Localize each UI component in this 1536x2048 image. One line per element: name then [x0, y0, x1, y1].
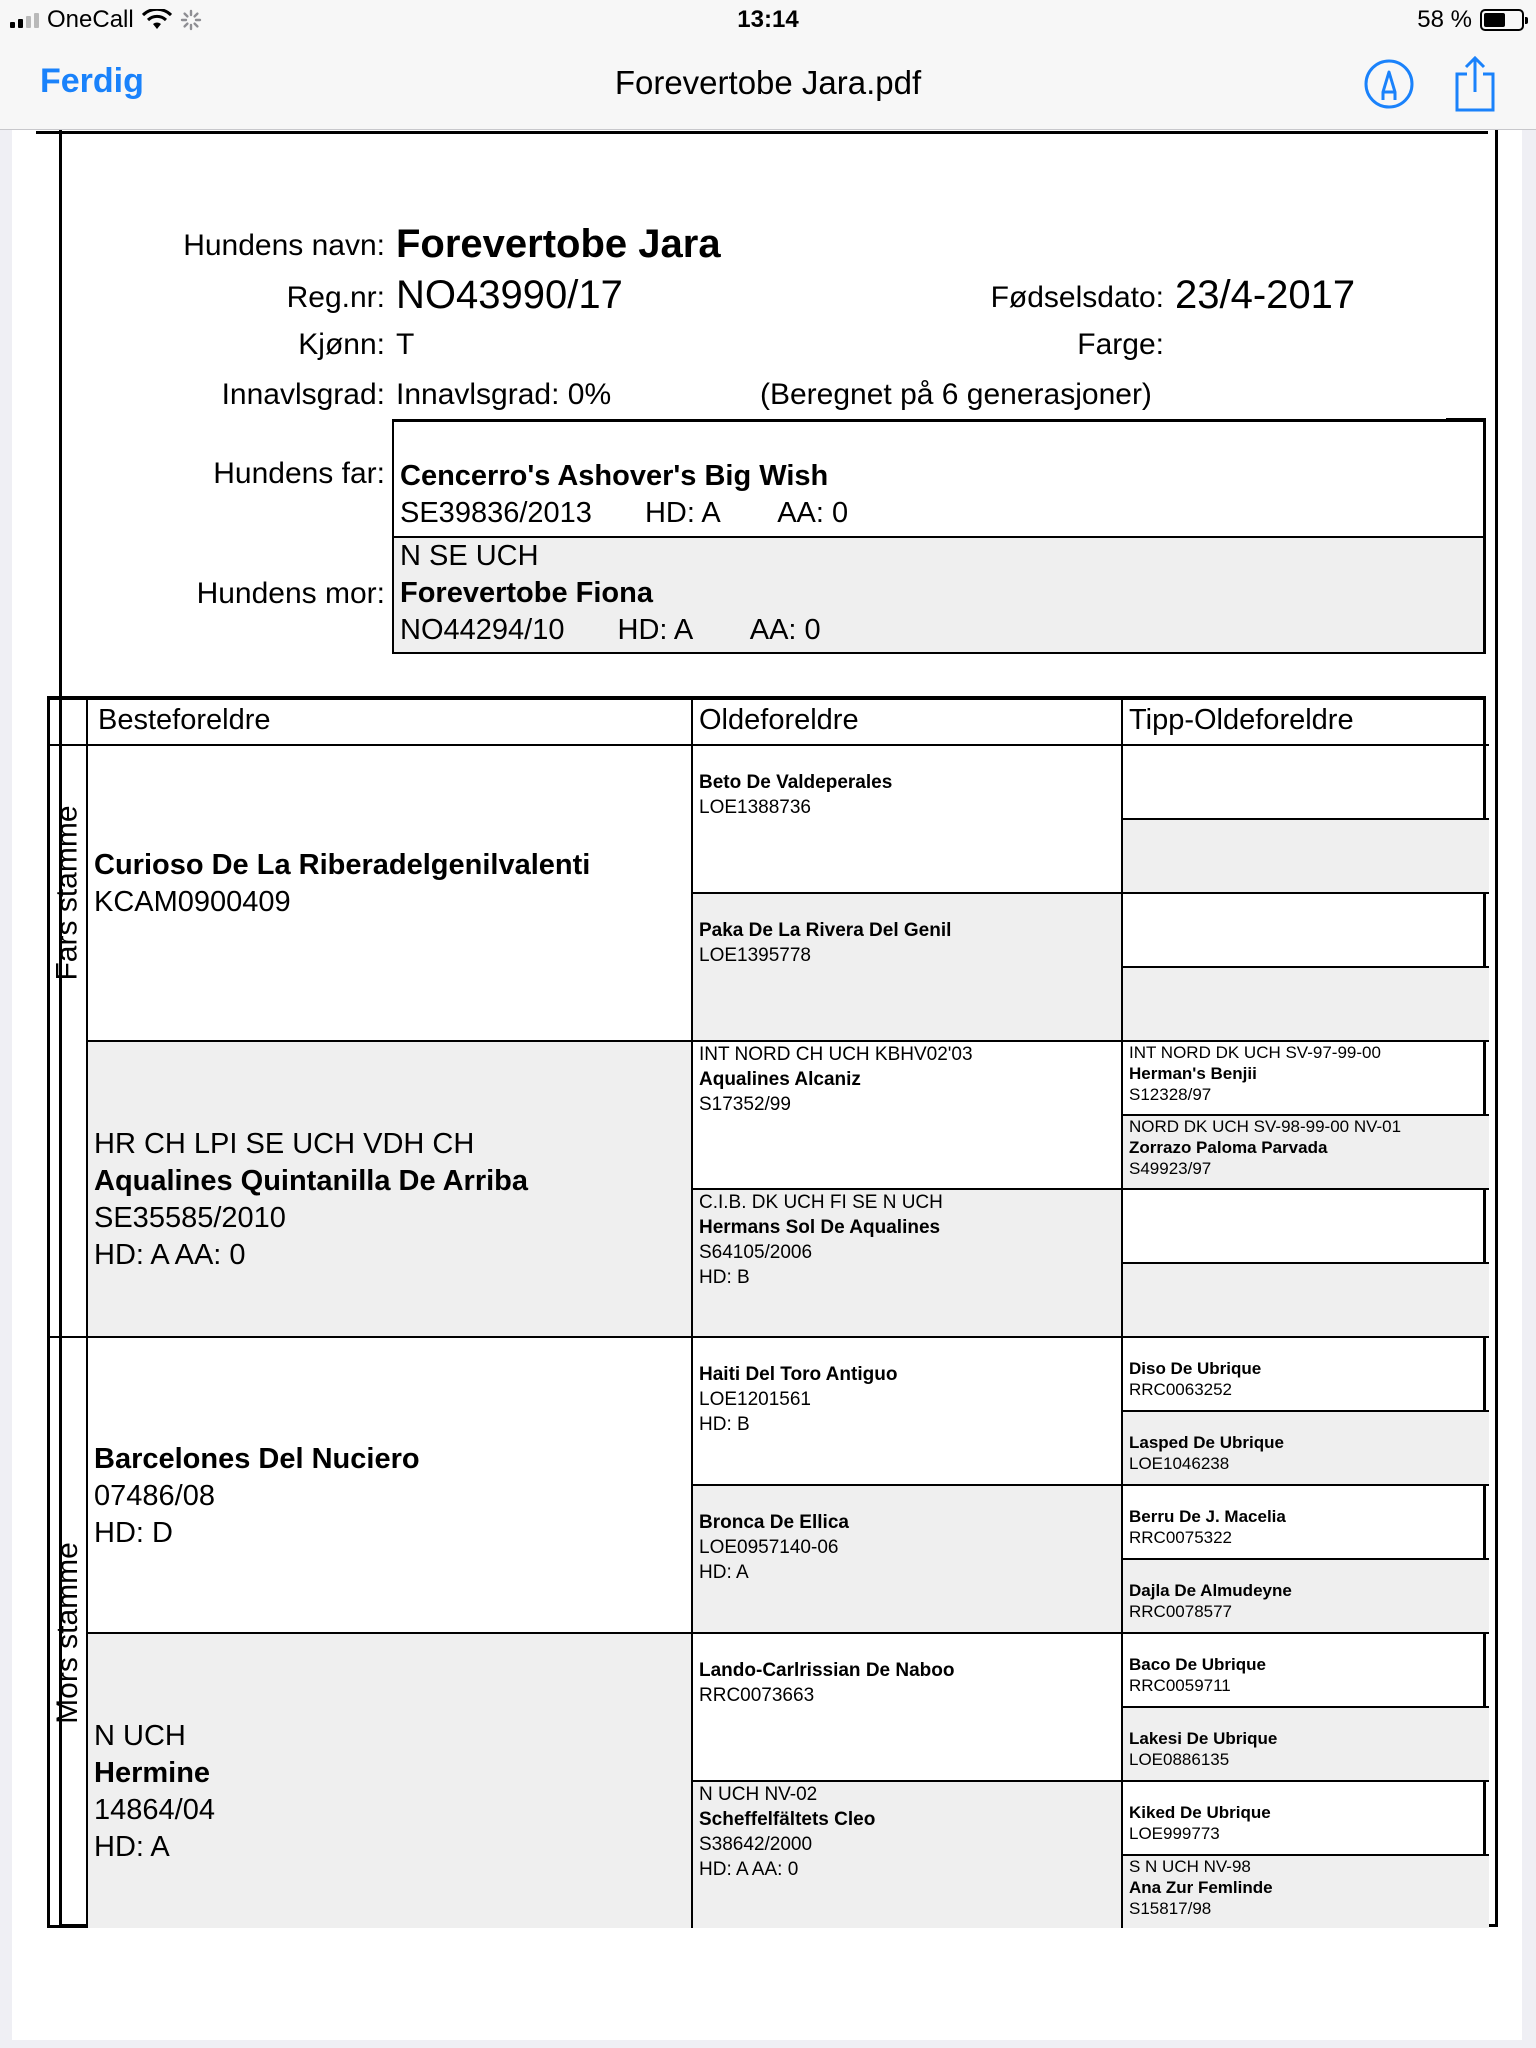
dog-info-line: N UCH [94, 1720, 186, 1752]
dog-name-line: Diso De Ubrique [1129, 1359, 1262, 1378]
father-reg-line [400, 495, 1483, 532]
dog-info-line: HD: A [94, 1831, 170, 1863]
dog-info-line: C.I.B. DK UCH FI SE N UCH [699, 1192, 943, 1213]
great-great-grandparent-cell[interactable] [1121, 1336, 1489, 1410]
great-grandparent-lines [699, 1782, 875, 1882]
great-great-grandparent-lines [1129, 1580, 1292, 1622]
great-grandparent-cell[interactable] [691, 744, 1121, 892]
grandparent-lines [94, 847, 590, 921]
dog-info-line: S38642/2000 [699, 1834, 813, 1855]
grandparent-cell[interactable] [86, 744, 691, 1040]
reg-number: NO43990/17 [396, 273, 623, 317]
mother-title: N SE UCH [400, 540, 539, 572]
side-fars-stamme-lower [50, 1040, 86, 1336]
great-great-grandparent-lines [1129, 1506, 1286, 1548]
sex-value: T [396, 328, 415, 361]
dog-name-line: Kiked De Ubrique [1129, 1803, 1271, 1822]
dog-info-line: RRC0063252 [1129, 1380, 1233, 1399]
inbreeding-label: Innavlsgrad: [221, 378, 385, 411]
great-great-grandparent-cell[interactable] [1121, 744, 1489, 818]
father-aa: AA: 0 [777, 497, 849, 529]
dog-info-line: HD: B [699, 1414, 750, 1435]
dog-name-line: Haiti Del Toro Antiguo [699, 1364, 898, 1385]
pedigree-table [47, 697, 1486, 1928]
grandparent-lines [94, 1126, 528, 1274]
great-grandparent-lines [699, 1658, 955, 1708]
parents-box [392, 419, 1486, 654]
dog-info-line: S N UCH NV-98 [1129, 1857, 1251, 1876]
dog-info-line: KCAM0900409 [94, 886, 291, 918]
father-name: Cencerro's Ashover's Big Wish [400, 460, 829, 492]
mother-cell[interactable] [394, 536, 1483, 654]
dog-name-line: Ana Zur Femlinde [1129, 1878, 1273, 1897]
dog-name-line: Aqualines Alcaniz [699, 1069, 861, 1090]
dog-name-line: Zorrazo Paloma Parvada [1129, 1138, 1328, 1157]
great-great-grandparent-lines [1129, 1802, 1271, 1844]
dog-info-line: S15817/98 [1129, 1899, 1212, 1918]
great-great-grandparent-cell[interactable] [1121, 1410, 1489, 1484]
dog-info-line: 14864/04 [94, 1794, 215, 1826]
dog-name-line: Baco De Ubrique [1129, 1655, 1266, 1674]
great-grandparent-cell[interactable] [691, 1336, 1121, 1484]
header-great-great-grandparents: Tipp-Oldeforeldre [1121, 700, 1489, 744]
dog-info-line: S49923/97 [1129, 1159, 1212, 1178]
great-great-grandparent-lines [1129, 1042, 1381, 1105]
header-side-divider [86, 700, 88, 744]
great-great-grandparent-cell[interactable] [1121, 892, 1489, 966]
great-great-grandparent-cell[interactable] [1121, 1040, 1489, 1114]
great-great-grandparent-cell[interactable] [1121, 1558, 1489, 1632]
side-mors-stamme-label: Mors stamme [51, 1542, 84, 1724]
dog-info-line: S12328/97 [1129, 1085, 1212, 1104]
dog-info-line: LOE1201561 [699, 1389, 811, 1410]
dog-info-line: HD: A AA: 0 [94, 1239, 246, 1271]
dog-name-line: Lasped De Ubrique [1129, 1433, 1284, 1452]
header-grandparents: Besteforeldre [98, 704, 271, 736]
great-great-grandparent-cell[interactable] [1121, 1780, 1489, 1854]
dog-info-line: NORD DK UCH SV-98-99-00 NV-01 [1129, 1117, 1402, 1136]
mother-hd: HD: A [617, 614, 692, 646]
father-hd: HD: A [644, 497, 720, 529]
great-grandparent-cell[interactable] [691, 1632, 1121, 1780]
dog-name-line: Scheffelfältets Cleo [699, 1809, 876, 1830]
great-grandparent-lines [699, 918, 951, 968]
dog-info-line: INT NORD DK UCH SV-97-99-00 [1129, 1043, 1381, 1062]
carrier-name: OneCall [47, 6, 134, 33]
color-label: Farge: [1077, 328, 1164, 361]
mother-reg: NO44294/10 [400, 614, 565, 646]
great-grandparent-lines [699, 1362, 897, 1437]
dog-info-line: RRC0073663 [699, 1685, 815, 1706]
dog-info-line: LOE0957140-06 [699, 1537, 839, 1558]
grandparent-lines [94, 1718, 215, 1866]
great-great-grandparent-lines [1129, 1358, 1261, 1400]
dog-info-line: LOE0886135 [1129, 1750, 1230, 1769]
great-great-grandparent-cell[interactable] [1121, 1484, 1489, 1558]
name-label: Hundens navn: [183, 229, 385, 262]
great-grandparent-cell[interactable] [691, 1188, 1121, 1336]
dog-name-line: Hermine [94, 1757, 211, 1789]
sex-label: Kjønn: [298, 328, 385, 361]
great-great-grandparent-lines [1129, 1728, 1277, 1770]
mother-reg-line [400, 612, 1483, 649]
dog-info-line: HD: B [699, 1267, 750, 1288]
dog-info-line: RRC0075322 [1129, 1528, 1233, 1547]
dog-info-line: 07486/08 [94, 1479, 215, 1512]
header-great-grandparents: Oldeforeldre [691, 700, 1121, 744]
dog-name-line: Barcelones Del Nuciero [94, 1442, 420, 1475]
dog-name-line: Bronca De Ellica [699, 1512, 849, 1533]
side-mors-stamme [50, 1336, 86, 1928]
dog-info-line: RRC0059711 [1129, 1676, 1231, 1695]
great-great-grandparent-cell[interactable] [1121, 1262, 1489, 1336]
great-great-grandparent-lines [1129, 1116, 1401, 1179]
great-great-grandparent-cell[interactable] [1121, 1706, 1489, 1780]
dog-info-line: HD: D [94, 1516, 173, 1549]
done-button[interactable]: Ferdig [40, 62, 144, 100]
dog-name-line: Lando-Carlrissian De Naboo [699, 1660, 955, 1681]
birth-date: 23/4-2017 [1175, 273, 1356, 317]
great-great-grandparent-cell[interactable] [1121, 818, 1489, 892]
inbreeding-value: Innavlsgrad: 0% [396, 378, 612, 411]
father-cell[interactable] [394, 419, 1483, 536]
great-great-grandparent-cell[interactable] [1121, 1854, 1489, 1928]
markup-pen-icon [1363, 58, 1415, 110]
mother-aa: AA: 0 [749, 614, 821, 646]
birth-label: Fødselsdato: [990, 281, 1164, 314]
great-great-grandparent-lines [1129, 1856, 1273, 1919]
dog-info-line: INT NORD CH UCH KBHV02'03 [699, 1044, 973, 1065]
battery-icon [1480, 9, 1524, 31]
document-title: Forevertobe Jara.pdf [614, 64, 922, 101]
great-great-grandparent-cell[interactable] [1121, 1114, 1489, 1188]
dog-info-line: N UCH NV-02 [699, 1784, 818, 1805]
dog-info-line: S17352/99 [699, 1094, 791, 1115]
battery-percent: 58 % [1417, 6, 1472, 33]
dog-info-line: HR CH LPI SE UCH VDH CH [94, 1128, 475, 1160]
great-grandparent-lines [699, 1190, 943, 1290]
dog-name-line: Curioso De La Riberadelgenilvalenti [94, 849, 591, 881]
great-grandparent-cell[interactable] [691, 892, 1121, 1040]
grandparent-cell[interactable] [86, 1336, 691, 1632]
dog-name-line: Dajla De Almudeyne [1129, 1581, 1292, 1600]
dog-info-line: LOE1046238 [1129, 1454, 1230, 1473]
dog-info-line: LOE1388736 [699, 797, 811, 818]
dog-name-line: Beto De Valdeperales [699, 772, 893, 793]
inbreeding-note: (Beregnet på 6 generasjoner) [760, 378, 1152, 411]
great-great-grandparent-lines [1129, 1432, 1284, 1474]
share-icon [1452, 54, 1498, 114]
great-grandparent-cell[interactable] [691, 1780, 1121, 1928]
great-grandparent-lines [699, 1510, 849, 1585]
mother-name: Forevertobe Fiona [400, 577, 653, 609]
dog-info-line: LOE999773 [1129, 1824, 1220, 1843]
great-grandparent-cell[interactable] [691, 1484, 1121, 1632]
document-top-border [36, 131, 1488, 134]
great-great-grandparent-cell[interactable] [1121, 1188, 1489, 1262]
dog-info-line: RRC0078577 [1129, 1602, 1233, 1621]
navigation-bar [0, 40, 1536, 130]
great-grandparent-lines [699, 770, 892, 820]
markup-button[interactable] [1363, 58, 1415, 110]
reg-label: Reg.nr: [286, 281, 385, 314]
dog-name-line: Herman's Benjii [1129, 1064, 1257, 1083]
mother-label: Hundens mor: [196, 577, 385, 610]
great-grandparent-cell[interactable] [691, 1040, 1121, 1188]
dog-name-line: Aqualines Quintanilla De Arriba [94, 1165, 529, 1197]
grandparent-lines [94, 1441, 420, 1552]
dog-name-line: Berru De J. Macelia [1129, 1507, 1286, 1526]
side-fars-stamme-label: Fars stamme [51, 805, 84, 981]
great-grandparent-lines [699, 1042, 973, 1117]
status-time: 13:14 [737, 6, 799, 33]
grandparent-cell[interactable] [86, 1632, 691, 1928]
great-great-grandparent-cell[interactable] [1121, 1632, 1489, 1706]
great-great-grandparent-lines [1129, 1654, 1266, 1696]
father-reg: SE39836/2013 [400, 497, 592, 529]
dog-name-line: Hermans Sol De Aqualines [699, 1217, 941, 1238]
father-label: Hundens far: [213, 457, 385, 490]
side-fars-stamme [50, 744, 86, 1040]
dog-info-line: S64105/2006 [699, 1242, 813, 1263]
status-bar [0, 0, 1536, 40]
dog-info-line: SE35585/2010 [94, 1202, 286, 1234]
dog-name-line: Paka De La Rivera Del Genil [699, 920, 952, 941]
dog-info-line: HD: A AA: 0 [699, 1859, 799, 1880]
dog-name: Forevertobe Jara [396, 222, 721, 266]
grandparent-cell[interactable] [86, 1040, 691, 1336]
dog-info-line: LOE1395778 [699, 945, 811, 966]
dog-info-line: HD: A [699, 1562, 749, 1583]
status-right [1417, 6, 1524, 34]
great-great-grandparent-cell[interactable] [1121, 966, 1489, 1040]
share-button[interactable] [1452, 54, 1498, 114]
dog-name-line: Lakesi De Ubrique [1129, 1729, 1278, 1748]
